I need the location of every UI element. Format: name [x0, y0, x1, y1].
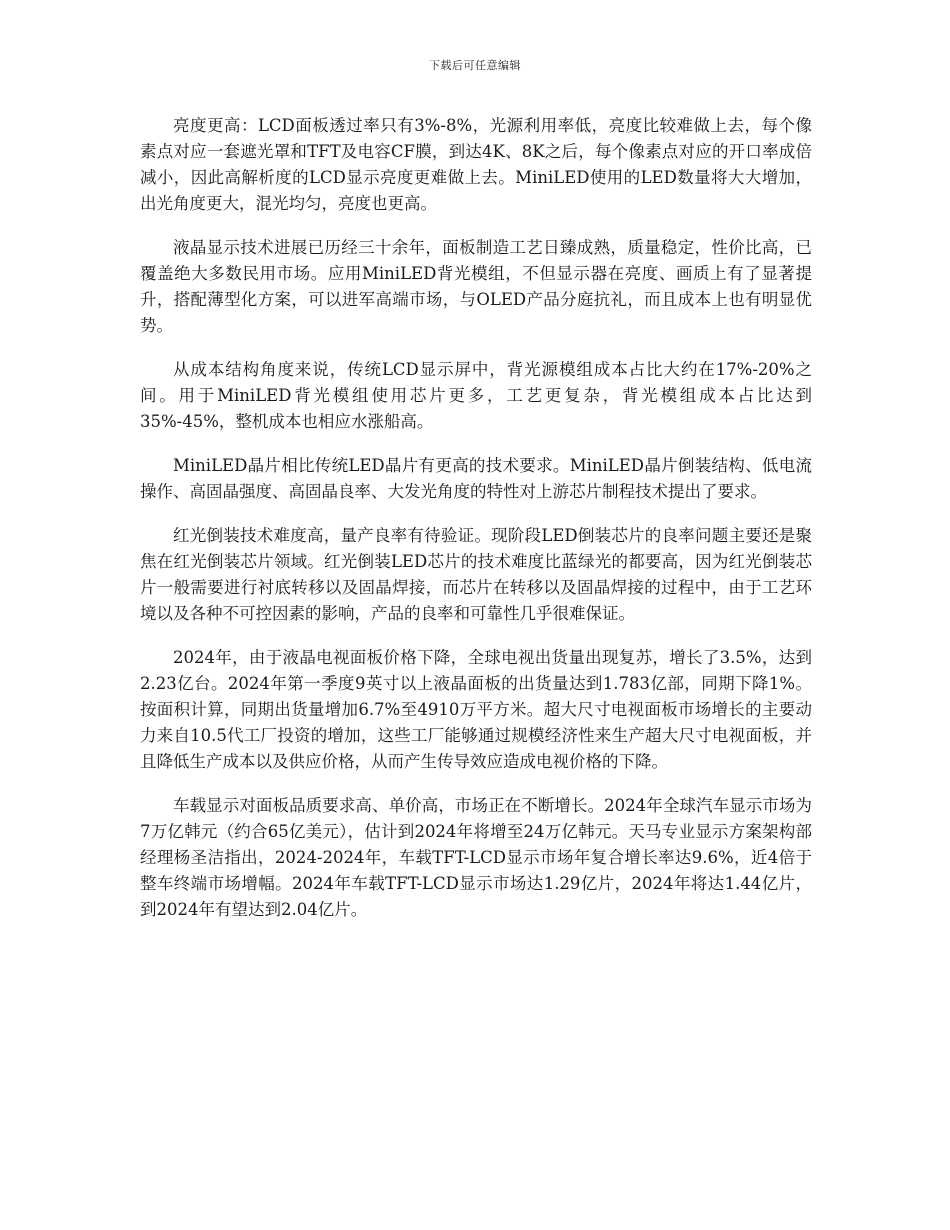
- paragraph-automotive-display: 车载显示对面板品质要求高、单价高，市场正在不断增长。2024年全球汽车显示市场为7万亿韩元（约合65亿美元），估计到2024年将增至24万亿韩元。天马专业显示方案架构部经理杨圣洁指出，2024-2024年，车载TFT-LCD显示市场年复合增长率达9.6%，近4倍于整车终端市场增幅。2024年车载TFT-LCD显示市场达1.29亿片，2024年将达1.44亿片，到2024年有望达到2.04亿片。: [140, 796, 812, 919]
- page-header: 下载后可任意编辑: [429, 59, 521, 72]
- paragraph-brightness: 亮度更高：LCD面板透过率只有3%-8%，光源利用率低，亮度比较难做上去，每个像素点对应一套遮光罩和TFT及电容CF膜，到达4K、8K之后，每个像素点对应的开口率成倍减小，因此高解析度的LCD显示亮度更难做上去。MiniLED使用的LED数量将大大增加，出光角度更大，混光均匀，亮度也更高。: [140, 116, 812, 213]
- paragraph-red-flip-chip: 红光倒装技术难度高，量产良率有待验证。现阶段LED倒装芯片的良率问题主要还是聚焦在红光倒装芯片领域。红光倒装LED芯片的技术难度比蓝绿光的都要高，因为红光倒装芯片一般需要进行衬底转移以及固晶焊接，而芯片在转移以及固晶焊接的过程中，由于工艺环境以及各种不可控因素的影响，产品的良率和可靠性几乎很难保证。: [140, 526, 812, 623]
- paragraph-lcd-technology: 液晶显示技术进展已历经三十余年，面板制造工艺日臻成熟，质量稳定，性价比高，已覆盖绝大多数民用市场。应用MiniLED背光模组，不但显示器在亮度、画质上有了显著提升，搭配薄型化方案，可以进军高端市场，与OLED产品分庭抗礼，而且成本上也有明显优势。: [140, 238, 812, 335]
- paragraph-chip-requirements: MiniLED晶片相比传统LED晶片有更高的技术要求。MiniLED晶片倒装结构、低电流操作、高固晶强度、高固晶良率、大发光角度的特性对上游芯片制程技术提出了要求。: [140, 456, 812, 501]
- paragraph-tv-market: 2024年，由于液晶电视面板价格下降，全球电视出货量出现复苏，增长了3.5%，达到2.23亿台。2024年第一季度9英寸以上液晶面板的出货量达到1.783亿部，同期下降1%。按面积计算，同期出货量增加6.7%至4910万平方米。超大尺寸电视面板市场增长的主要动力来自10.5代工厂投资的增加，这些工厂能够通过规模经济性来生产超大尺寸电视面板，并且降低生产成本以及供应价格，从而产生传导效应造成电视价格的下降。: [140, 648, 812, 771]
- paragraph-cost-structure: 从成本结构角度来说，传统LCD显示屏中，背光源模组成本占比大约在17%-20%之间。用于MiniLED背光模组使用芯片更多，工艺更复杂，背光模组成本占比达到35%-45%，整机成本也相应水涨船高。: [140, 360, 812, 431]
- document-body: [140, 113, 812, 941]
